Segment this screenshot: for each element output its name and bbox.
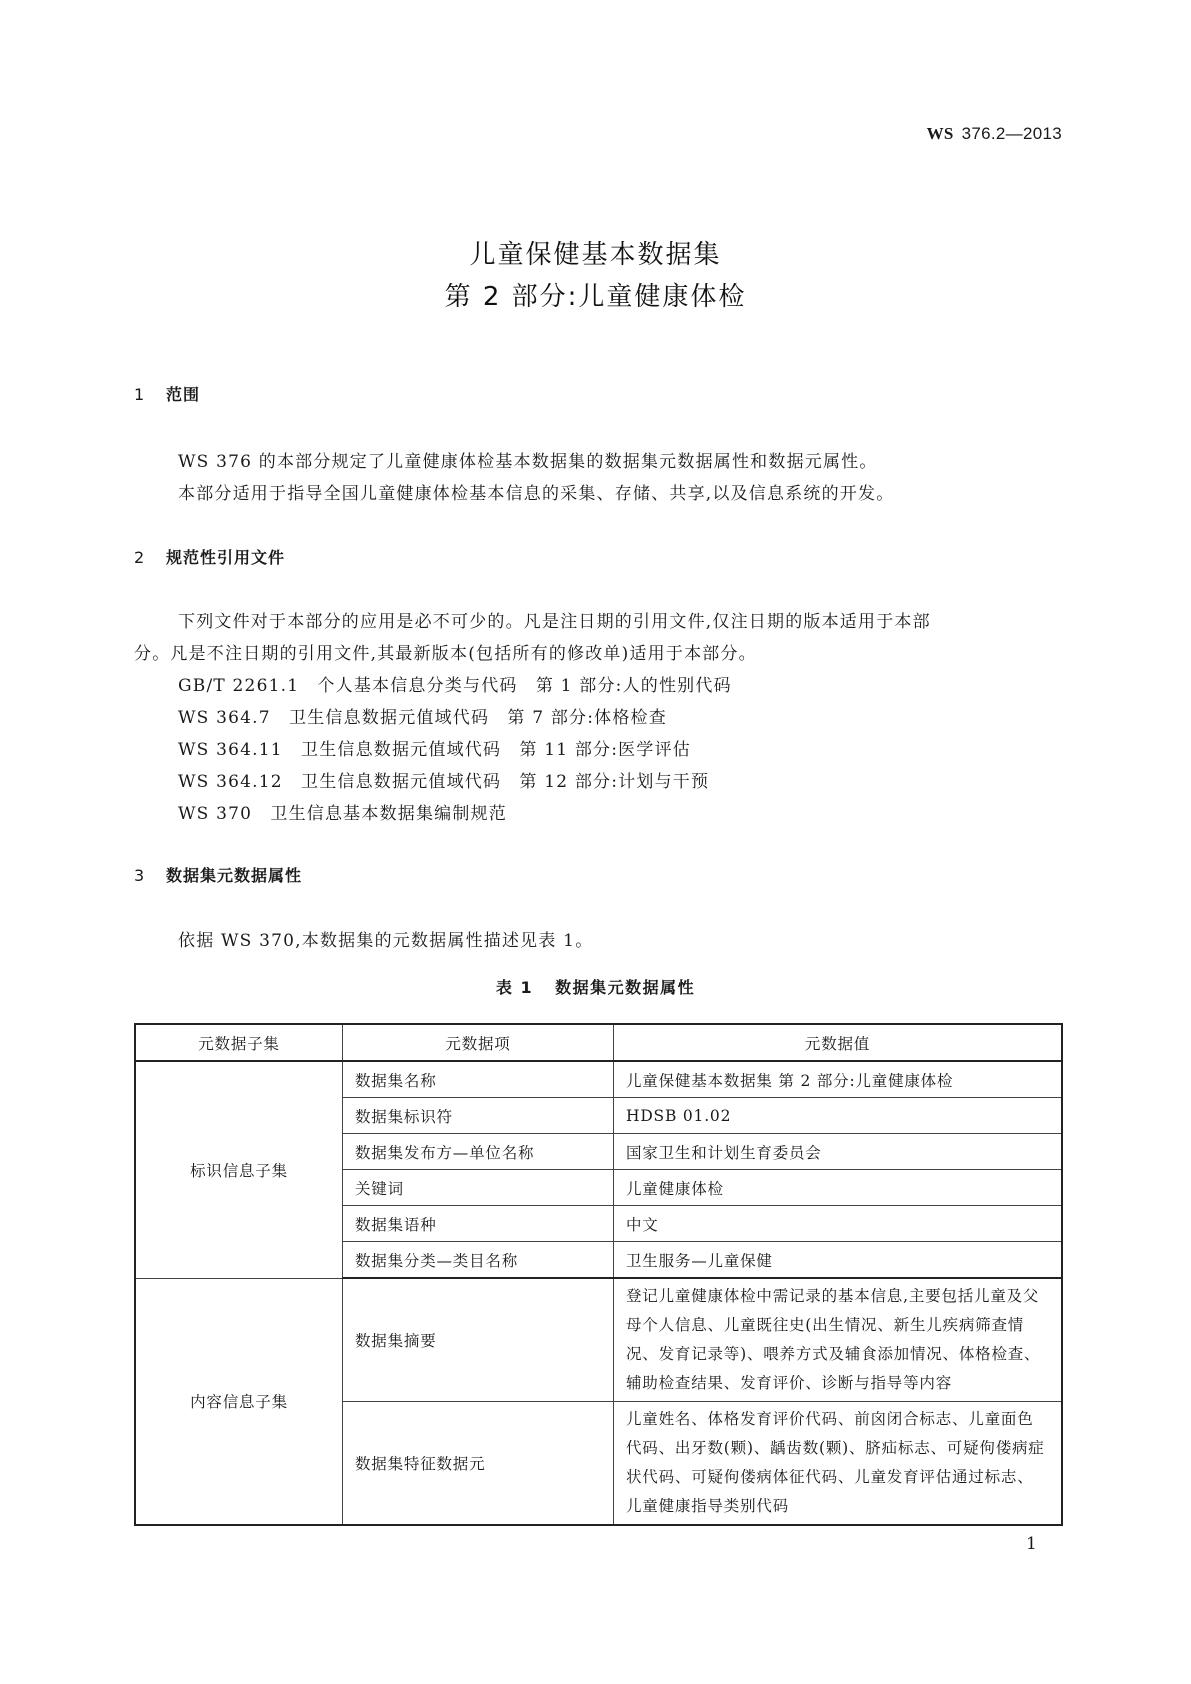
value-cell: 卫生服务—儿童保健 [614,1242,1063,1279]
item-cell: 数据集标识符 [343,1098,614,1134]
section-number: 1 [134,385,146,404]
reference-item: GB/T 2261.1 个人基本信息分类与代码 第 1 部分:人的性别代码 [178,676,732,696]
column-header: 元数据项 [343,1024,614,1061]
table-caption [0,975,1191,998]
table-title: 数据集元数据属性 [555,978,696,997]
standard-number: 376.2—2013 [961,124,1062,143]
value-cell: 登记儿童健康体检中需记录的基本信息,主要包括儿童及父母个人信息、儿童既往史(出生情况、新生儿疾病筛查情况、发育记录等)、喂养方式及辅食添加情况、体格检查、辅助检查结果、发育评价、诊断与指导等内容 [614,1278,1063,1402]
paragraph: WS 376 的本部分规定了儿童健康体检基本数据集的数据集元数据属性和数据元属性。 [178,452,878,472]
reference-item: WS 370 卫生信息基本数据集编制规范 [178,804,507,824]
value-cell: 国家卫生和计划生育委员会 [614,1134,1063,1170]
value-cell: 儿童姓名、体格发育评价代码、前囟闭合标志、儿童面色代码、出牙数(颗)、龋齿数(颗)、脐疝标志、可疑佝偻病症状代码、可疑佝偻病体征代码、儿童发育评估通过标志、儿童健康指导类别代码 [614,1402,1063,1526]
section-3-heading [134,863,302,886]
column-header: 元数据子集 [135,1024,343,1061]
item-cell: 数据集分类—类目名称 [343,1242,614,1279]
item-cell: 数据集语种 [343,1206,614,1242]
section-number: 2 [134,548,146,567]
paragraph: 下列文件对于本部分的应用是必不可少的。凡是注日期的引用文件,仅注日期的版本适用于本部 [178,612,931,632]
section-number: 3 [134,866,146,885]
item-cell: 关键词 [343,1170,614,1206]
table-row [135,1061,1062,1098]
reference-item: WS 364.7 卫生信息数据元值域代码 第 7 部分:体格检查 [178,708,667,728]
value-cell: HDSB 01.02 [614,1098,1063,1134]
section-2-heading [134,545,285,568]
metadata-table [134,1023,1063,1526]
item-cell: 数据集名称 [343,1061,614,1098]
column-header: 元数据值 [614,1024,1063,1061]
item-cell: 数据集特征数据元 [343,1402,614,1526]
reference-item: WS 364.11 卫生信息数据元值域代码 第 11 部分:医学评估 [178,740,691,760]
value-cell: 儿童健康体检 [614,1170,1063,1206]
reference-item: WS 364.12 卫生信息数据元值域代码 第 12 部分:计划与干预 [178,772,710,792]
paragraph: 依据 WS 370,本数据集的元数据属性描述见表 1。 [178,931,594,951]
value-cell: 儿童保健基本数据集 第 2 部分:儿童健康体检 [614,1061,1063,1098]
standard-prefix: WS [926,124,954,143]
table-number: 表 1 [495,978,534,997]
table-row [135,1278,1062,1402]
standard-code [927,124,1062,144]
section-1-heading [134,382,200,405]
table-header-row [135,1024,1062,1061]
document-title: 儿童保健基本数据集 [469,240,722,270]
section-title: 规范性引用文件 [166,548,286,567]
group-cell: 标识信息子集 [135,1061,343,1278]
section-title: 范围 [166,385,201,404]
item-cell: 数据集摘要 [343,1278,614,1402]
page-number: 1 [1026,1534,1037,1554]
value-cell: 中文 [614,1206,1063,1242]
document-subtitle: 第 2 部分:儿童健康体检 [444,282,747,312]
paragraph: 分。凡是不注日期的引用文件,其最新版本(包括所有的修改单)适用于本部分。 [134,644,757,664]
item-cell: 数据集发布方—单位名称 [343,1134,614,1170]
paragraph: 本部分适用于指导全国儿童健康体检基本信息的采集、存储、共享,以及信息系统的开发。 [178,484,895,504]
section-title: 数据集元数据属性 [166,866,303,885]
group-cell: 内容信息子集 [135,1278,343,1525]
